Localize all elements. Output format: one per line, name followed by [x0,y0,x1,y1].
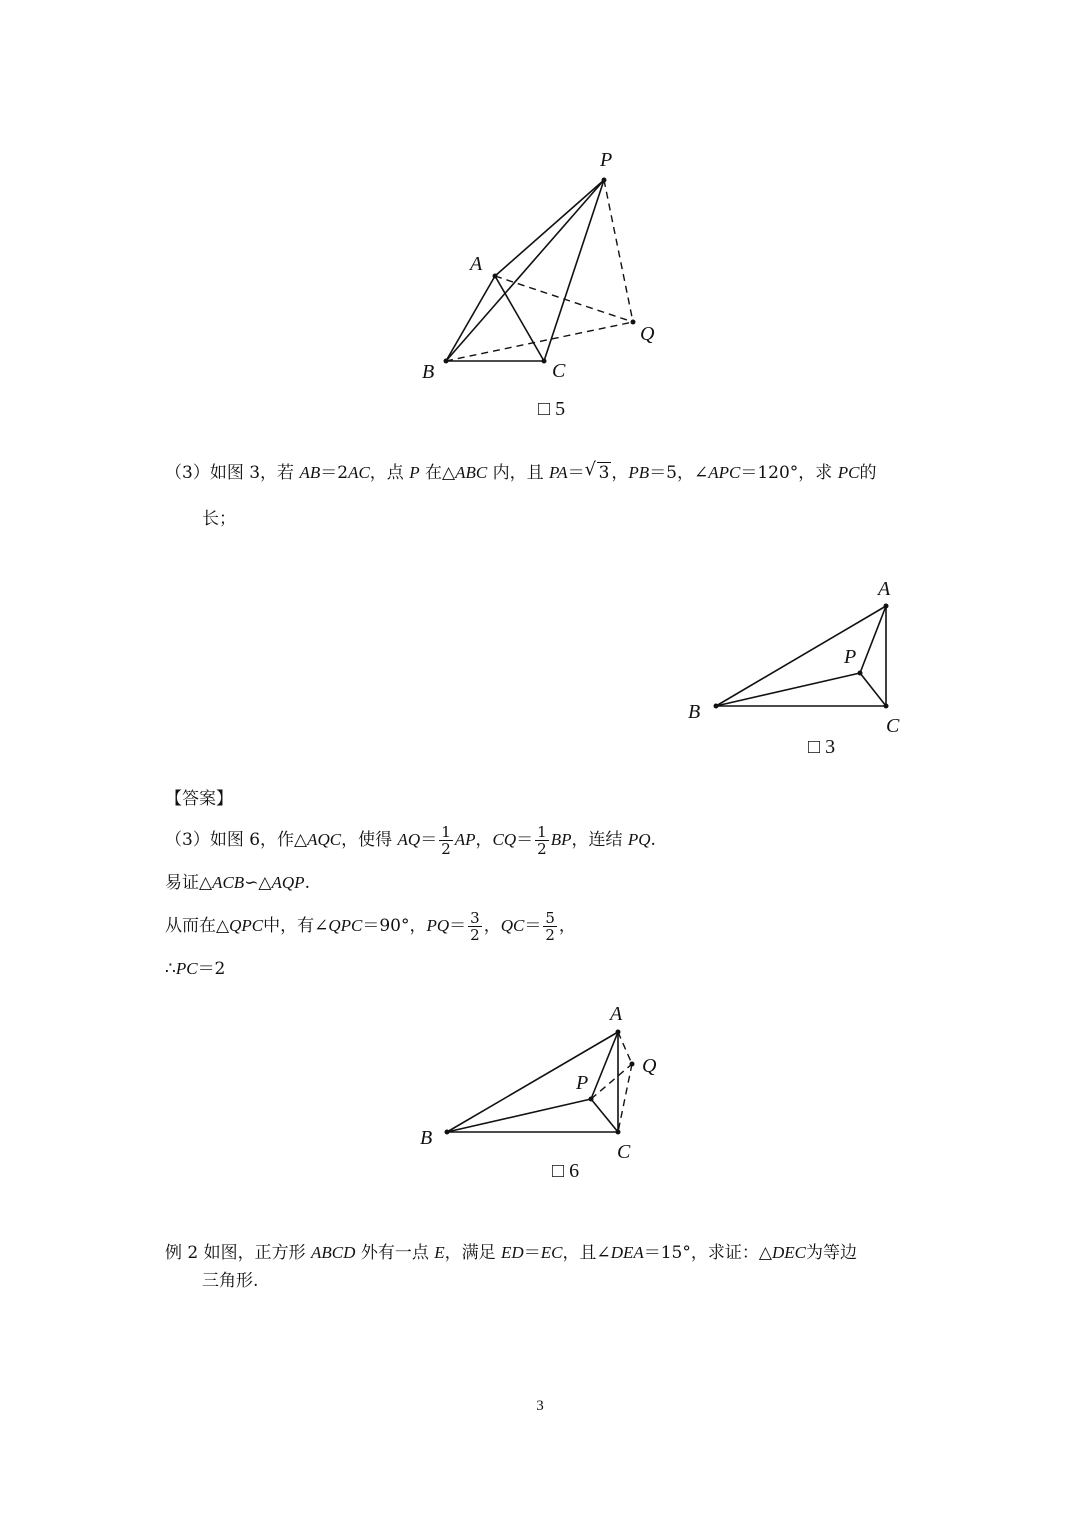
denominator: 2 [537,840,547,858]
var-AB: AB [299,463,321,482]
text: ＝ [449,916,467,936]
text: ＝ [524,916,542,936]
text: ＝ [420,830,438,850]
fraction-one-half [535,824,549,857]
segment-AP [591,1032,618,1099]
var-ABCD: ABCD [311,1243,356,1262]
var-AQC: AQC [307,830,342,849]
label-A: A [878,578,891,600]
figure-3-caption: □ 3 [808,736,836,758]
problem-3-line-1 [165,460,876,486]
text: ， [475,830,493,850]
answer-line-2 [165,870,310,896]
answer-line-3 [165,910,576,943]
text: ， [611,463,629,483]
text: ， [483,916,501,936]
var-AP: AP [454,830,476,849]
text: 内，且 [487,463,549,483]
segment-CP [591,1099,618,1132]
figure-5-caption: □ 5 [538,398,566,420]
segment-BA [447,1032,618,1132]
label-P: P [600,149,613,171]
var-BP: BP [550,830,572,849]
point-B [714,704,719,709]
denominator: 2 [545,926,555,944]
point-A [884,604,889,609]
text: ，且∠ [562,1243,611,1263]
point-C [542,359,547,364]
var-ABC: ABC [455,463,488,482]
text: ＝ [523,1243,541,1263]
var-PC: PC [175,959,198,978]
label-C: C [886,715,900,737]
label-P: P [844,646,857,668]
label-Q: Q [640,323,655,345]
segment-AQ-dashed [618,1032,632,1064]
figure-3 [680,570,920,740]
text: 易证△ [165,873,213,893]
segment-BA [446,276,495,361]
fraction-three-halves [468,910,482,943]
text: ＝2 [197,959,226,979]
sqrt-3 [585,460,612,486]
text: ＝ [567,463,585,483]
var-PQ: PQ [426,916,450,935]
text: . [650,830,656,850]
figure-6 [410,996,680,1166]
var-P: P [409,463,420,482]
fraction-one-half [439,824,453,857]
label-P: P [576,1072,589,1094]
var-AC: AC [348,463,370,482]
denominator: 2 [441,840,451,858]
figure-6-diagram [410,996,680,1166]
problem-3-line-2: 长； [202,509,236,529]
numerator: 1 [441,823,451,841]
figure-5 [410,140,680,383]
var-PQ: PQ [627,830,651,849]
point-A [493,274,498,279]
therefore-symbol: ∴ [165,959,176,979]
var-QPC: QPC [328,916,363,935]
label-A: A [610,1003,623,1025]
point-P [858,671,863,676]
segment-PQ-dashed [604,180,633,322]
numerator: 1 [537,823,547,841]
label-C: C [552,360,566,382]
var-DEC: DEC [771,1243,806,1262]
var-E: E [434,1243,445,1262]
segment-CP [860,673,886,706]
var-APC: APC [708,463,741,482]
text: ，满足 [444,1243,502,1263]
var-AQ: AQ [397,830,421,849]
example-2-line-2: 三角形. [202,1271,259,1291]
var-CQ: CQ [492,830,517,849]
segment-AC [495,276,544,361]
label-B: B [420,1127,433,1149]
answer-line-1 [165,824,656,857]
answer-heading: 【答案】 [165,789,233,809]
text: 为等边 [805,1243,857,1263]
label-C: C [617,1141,631,1163]
point-B [445,1130,450,1135]
label-B: B [422,361,435,383]
label-B: B [688,701,701,723]
segment-BP [447,1099,591,1132]
point-P [602,178,607,183]
segment-BP [716,673,860,706]
segment-AQ-dashed [495,276,633,322]
segment-AP [860,606,886,673]
segment-BA [716,606,886,706]
var-ACB: ACB [212,873,245,892]
point-Q [631,320,636,325]
text: ， [558,916,576,936]
label-A: A [470,253,483,275]
point-Q [630,1062,635,1067]
text: （3）如图 3，若 [165,463,300,483]
text: 的 [859,463,877,483]
point-B [444,359,449,364]
var-AQP: AQP [271,873,305,892]
text: ，点 [369,463,410,483]
example-2-line-1 [165,1240,857,1266]
var-EC: EC [540,1243,563,1262]
text: ＝15°，求证：△ [643,1243,772,1263]
text: 例 2 如图，正方形 [165,1243,312,1263]
label-Q: Q [642,1055,657,1077]
point-C [884,704,889,709]
numerator: 5 [545,909,555,927]
denominator: 2 [470,926,480,944]
var-PA: PA [549,463,568,482]
text: 外有一点 [355,1243,435,1263]
fraction-five-halves [543,910,557,943]
figure-6-caption: □ 6 [552,1160,580,1182]
text: ＝2 [320,463,349,483]
text: ，使得 [341,830,398,850]
var-QC: QC [500,916,525,935]
page-number: 3 [536,1398,544,1414]
text: 从而在△ [165,916,230,936]
text: （3）如图 6，作△ [165,830,308,850]
var-QPC: QPC [229,916,264,935]
text: ∽△ [244,873,272,893]
text: ＝5，∠ [649,463,709,483]
text: . [304,873,310,893]
text: 在△ [419,463,456,483]
figure-5-diagram [410,140,680,383]
point-P [589,1097,594,1102]
var-PB: PB [628,463,650,482]
text: 中，有∠ [263,916,329,936]
point-C [616,1130,621,1135]
radicand: 3 [598,463,610,483]
point-A [616,1030,621,1035]
answer-line-4 [165,956,225,982]
text: ＝ [516,830,534,850]
figure-3-diagram [680,570,920,740]
var-ED: ED [501,1243,524,1262]
radical-sign: √ [584,459,597,480]
text: ＝90°， [362,916,427,936]
text: ＝120°，求 [740,463,838,483]
var-PC: PC [837,463,860,482]
var-DEA: DEA [610,1243,644,1262]
numerator: 3 [470,909,480,927]
text: ，连结 [571,830,628,850]
